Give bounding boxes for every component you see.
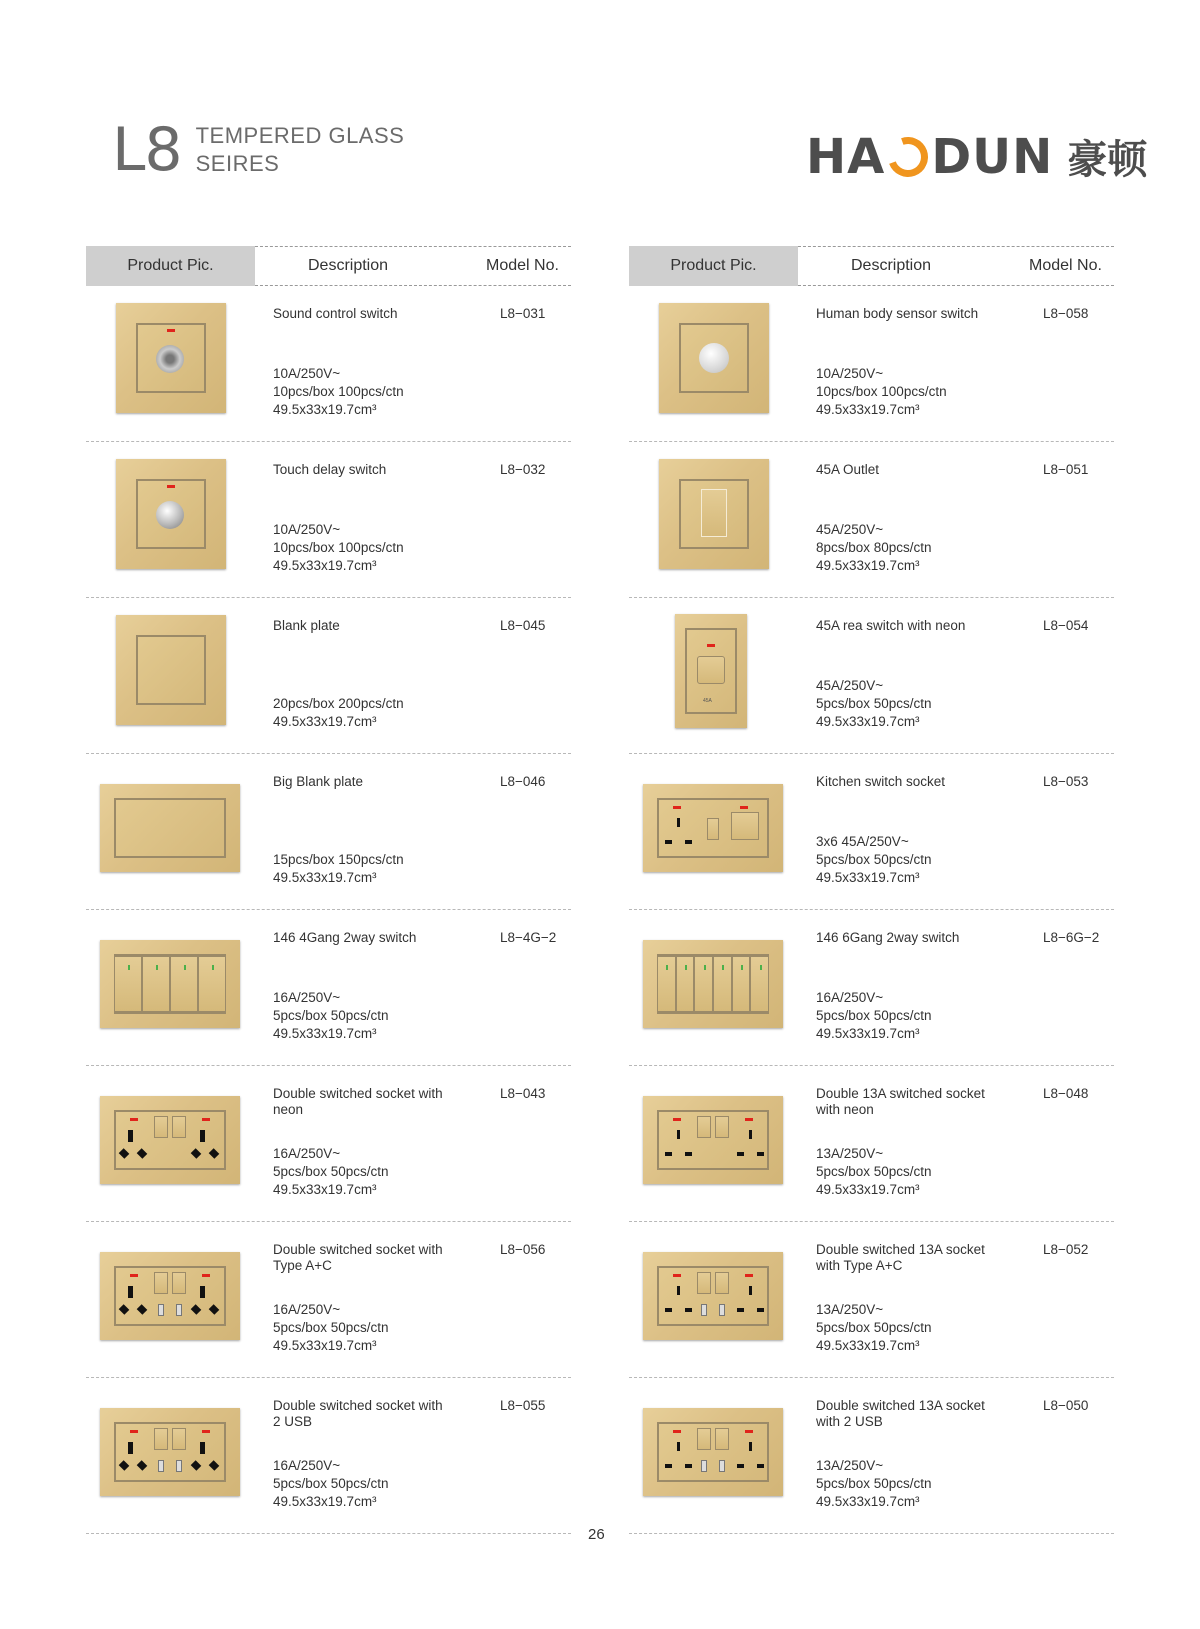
product-specs	[273, 1301, 389, 1355]
socket-pin	[665, 1152, 672, 1156]
neon-indicator	[673, 1118, 681, 1121]
socket-pin	[737, 1152, 744, 1156]
sound-switch-icon	[116, 303, 226, 413]
product-table-right	[629, 246, 1114, 1534]
model-number: L8−050	[1043, 1398, 1089, 1413]
spec-line: 49.5x33x19.7cm³	[816, 714, 920, 729]
rocker-switch	[713, 956, 732, 1012]
product-row	[629, 442, 1114, 598]
sensor-lens	[699, 343, 729, 373]
big-blank-plate-icon	[100, 784, 240, 872]
led-indicator	[184, 965, 186, 970]
model-number: L8−052	[1043, 1242, 1089, 1257]
spec-line: 49.5x33x19.7cm³	[273, 1338, 377, 1353]
product-specs	[816, 989, 932, 1043]
product-specs	[816, 833, 932, 887]
socket-pin	[749, 1286, 752, 1295]
spec-line: 49.5x33x19.7cm³	[816, 1494, 920, 1509]
header-model-no: Model No.	[486, 257, 559, 274]
product-row	[86, 286, 571, 442]
socket-pin	[128, 1130, 133, 1142]
brand-text-left: HA	[806, 128, 886, 185]
socket-pin	[749, 1442, 752, 1451]
double-socket-icon	[100, 1096, 240, 1184]
touch-switch-icon	[116, 459, 226, 569]
product-specs	[816, 1301, 932, 1355]
spec-line: 5pcs/box 50pcs/ctn	[273, 1320, 389, 1335]
neon-indicator	[673, 1430, 681, 1433]
led-indicator	[666, 965, 668, 970]
product-description: Kitchen switch socket	[816, 774, 946, 789]
uk-double-socket-usb-icon	[643, 1252, 783, 1340]
neon-indicator	[167, 485, 175, 488]
product-specs	[273, 1145, 389, 1199]
socket-pin	[737, 1308, 744, 1312]
series-line-2: SEIRES	[195, 151, 280, 176]
socket-pin	[200, 1442, 205, 1454]
product-specs	[273, 1457, 389, 1511]
rocker-switch	[114, 956, 142, 1012]
spec-line: 16A/250V~	[273, 1458, 341, 1473]
socket-pin	[665, 840, 672, 844]
rocker-switch	[707, 818, 719, 840]
rocker-switch	[154, 1116, 168, 1138]
product-row	[629, 1222, 1114, 1378]
plate-frame	[114, 798, 226, 858]
blank-plate-icon	[116, 615, 226, 725]
socket-pin	[757, 1464, 764, 1468]
socket-pin	[685, 1464, 692, 1468]
model-number: L8−051	[1043, 462, 1089, 477]
brand-chinese: 豪顿	[1067, 137, 1148, 183]
socket-pin	[737, 1464, 744, 1468]
socket-pin	[685, 840, 692, 844]
product-specs	[816, 1145, 932, 1199]
spec-line: 10A/250V~	[816, 366, 884, 381]
product-row	[86, 1378, 571, 1534]
socket-pin	[757, 1152, 764, 1156]
header-description: Description	[308, 257, 389, 274]
rocker-switch	[697, 1428, 711, 1450]
spec-line: 5pcs/box 50pcs/ctn	[816, 696, 932, 711]
rocker-switch	[676, 956, 695, 1012]
model-number: L8−054	[1043, 618, 1089, 633]
product-row	[629, 598, 1114, 754]
spec-line: 49.5x33x19.7cm³	[816, 1338, 920, 1353]
spec-line: 49.5x33x19.7cm³	[816, 1026, 920, 1041]
rocker-switch	[697, 1116, 711, 1138]
spec-line: 10A/250V~	[273, 366, 341, 381]
usb-port	[701, 1304, 707, 1316]
touch-button	[156, 501, 184, 529]
rocker-switch	[154, 1428, 168, 1450]
spec-line: 16A/250V~	[273, 1302, 341, 1317]
product-description: Sound control switch	[273, 306, 398, 321]
header-product-pic: Product Pic.	[629, 246, 798, 286]
product-row	[86, 1222, 571, 1378]
double-socket-usb-icon	[100, 1408, 240, 1496]
product-description: Big Blank plate	[273, 774, 364, 789]
spec-line: 49.5x33x19.7cm³	[273, 714, 377, 729]
cooker-switch	[731, 812, 759, 840]
led-indicator	[685, 965, 687, 970]
series-code: L8	[112, 115, 182, 185]
product-specs	[273, 851, 404, 887]
model-number: L8−4G−2	[500, 930, 557, 945]
led-indicator	[760, 965, 762, 970]
product-description: 45A rea switch with neon	[816, 618, 966, 633]
socket-pin	[677, 1130, 680, 1139]
led-indicator	[156, 965, 158, 970]
double-socket-usb-icon	[100, 1252, 240, 1340]
rocker-switch	[697, 1272, 711, 1294]
rocker-switch	[172, 1116, 186, 1138]
spec-line: 15pcs/box 150pcs/ctn	[273, 852, 404, 867]
product-row	[629, 754, 1114, 910]
outlet-switch	[701, 489, 727, 537]
spec-line: 49.5x33x19.7cm³	[273, 1026, 377, 1041]
series-subtitle	[196, 122, 405, 178]
neon-indicator	[130, 1274, 138, 1277]
neon-indicator	[673, 806, 681, 809]
spec-line: 20pcs/box 200pcs/ctn	[273, 696, 404, 711]
rocker-switch	[172, 1272, 186, 1294]
product-specs	[273, 989, 389, 1043]
product-specs	[816, 365, 947, 419]
spec-line: 16A/250V~	[273, 1146, 341, 1161]
spec-line: 49.5x33x19.7cm³	[816, 870, 920, 885]
spec-line: 45A/250V~	[816, 678, 884, 693]
neon-indicator	[740, 806, 748, 809]
socket-pin	[665, 1308, 672, 1312]
model-number: L8−043	[500, 1086, 546, 1101]
header-model-no: Model No.	[1029, 257, 1102, 274]
product-row	[629, 1378, 1114, 1534]
rocker-switch	[198, 956, 226, 1012]
neon-indicator	[745, 1430, 753, 1433]
outlet-icon	[659, 459, 769, 569]
spec-line: 16A/250V~	[816, 990, 884, 1005]
model-number: L8−055	[500, 1398, 546, 1413]
product-description: Double switched 13A socket with Type A+C	[816, 1242, 985, 1273]
rocker-switch	[657, 956, 676, 1012]
rocker-switch	[750, 956, 769, 1012]
led-indicator	[212, 965, 214, 970]
spec-line: 10pcs/box 100pcs/ctn	[816, 384, 947, 399]
neon-indicator	[707, 644, 715, 647]
product-row	[86, 1066, 571, 1222]
neon-indicator	[745, 1274, 753, 1277]
brand-o-icon	[882, 130, 935, 183]
led-indicator	[128, 965, 130, 970]
spec-line: 5pcs/box 50pcs/ctn	[816, 1320, 932, 1335]
model-number: L8−046	[500, 774, 546, 789]
usb-port	[719, 1460, 725, 1472]
usb-port	[176, 1460, 182, 1472]
usb-port	[701, 1460, 707, 1472]
product-row	[629, 910, 1114, 1066]
spec-line: 5pcs/box 50pcs/ctn	[816, 1008, 932, 1023]
spec-line: 49.5x33x19.7cm³	[816, 402, 920, 417]
header-description: Description	[851, 257, 932, 274]
led-indicator	[704, 965, 706, 970]
product-description: 146 4Gang 2way switch	[273, 930, 417, 945]
neon-indicator	[745, 1118, 753, 1121]
socket-pin	[128, 1286, 133, 1298]
neon-indicator	[167, 329, 175, 332]
model-number: L8−053	[1043, 774, 1089, 789]
led-indicator	[741, 965, 743, 970]
model-number: L8−058	[1043, 306, 1089, 321]
rocker-switch	[715, 1272, 729, 1294]
45a-switch-icon	[675, 614, 747, 728]
socket-pin	[685, 1152, 692, 1156]
model-number: L8−056	[500, 1242, 546, 1257]
spec-line: 8pcs/box 80pcs/ctn	[816, 540, 932, 555]
spec-line: 49.5x33x19.7cm³	[273, 870, 377, 885]
socket-pin	[200, 1286, 205, 1298]
socket-pin	[677, 818, 680, 827]
product-description: Human body sensor switch	[816, 306, 979, 321]
socket-pin	[757, 1308, 764, 1312]
table-header	[629, 246, 1114, 286]
series-line-1: TEMPERED GLASS	[195, 123, 405, 148]
product-description: 146 6Gang 2way switch	[816, 930, 960, 945]
product-row	[86, 442, 571, 598]
socket-pin	[749, 1130, 752, 1139]
plate-label: 45A	[703, 698, 712, 704]
socket-pin	[677, 1442, 680, 1451]
rocker-switch	[715, 1116, 729, 1138]
spec-line: 10pcs/box 100pcs/ctn	[273, 384, 404, 399]
usb-port	[719, 1304, 725, 1316]
spec-line: 10A/250V~	[273, 522, 341, 537]
rocker-switch	[697, 656, 725, 684]
plate-frame	[136, 635, 206, 705]
product-description: Touch delay switch	[273, 462, 387, 477]
model-number: L8−045	[500, 618, 546, 633]
product-row	[629, 1066, 1114, 1222]
product-description: Double switched socket with Type A+C	[273, 1242, 443, 1273]
uk-double-socket-icon	[643, 1096, 783, 1184]
rocker-switch	[154, 1272, 168, 1294]
rocker-switch	[715, 1428, 729, 1450]
spec-line: 49.5x33x19.7cm³	[816, 1182, 920, 1197]
spec-line: 49.5x33x19.7cm³	[273, 1182, 377, 1197]
neon-indicator	[202, 1274, 210, 1277]
socket-pin	[677, 1286, 680, 1295]
rocker-switch	[732, 956, 751, 1012]
product-row	[629, 286, 1114, 442]
kitchen-socket-icon	[643, 784, 783, 872]
spec-line: 10pcs/box 100pcs/ctn	[273, 540, 404, 555]
product-specs	[273, 695, 404, 731]
product-description: Double 13A switched socket with neon	[816, 1086, 985, 1117]
socket-pin	[128, 1442, 133, 1454]
brand-logo	[806, 128, 1147, 185]
product-row	[86, 754, 571, 910]
spec-line: 13A/250V~	[816, 1146, 884, 1161]
neon-indicator	[130, 1430, 138, 1433]
product-specs	[273, 521, 404, 575]
spec-line: 49.5x33x19.7cm³	[273, 402, 377, 417]
spec-line: 45A/250V~	[816, 522, 884, 537]
model-number: L8−048	[1043, 1086, 1089, 1101]
model-number: L8−032	[500, 462, 546, 477]
spec-line: 5pcs/box 50pcs/ctn	[273, 1476, 389, 1491]
usb-port	[158, 1460, 164, 1472]
product-description: Blank plate	[273, 618, 340, 633]
usb-port	[158, 1304, 164, 1316]
spec-line: 5pcs/box 50pcs/ctn	[816, 852, 932, 867]
brand-text-right: DUN	[931, 128, 1054, 185]
product-specs	[816, 677, 932, 731]
rocker-switch	[142, 956, 170, 1012]
product-specs	[816, 1457, 932, 1511]
product-row	[86, 598, 571, 754]
spec-line: 16A/250V~	[273, 990, 341, 1005]
rocker-switch	[172, 1428, 186, 1450]
spec-line: 49.5x33x19.7cm³	[816, 558, 920, 573]
spec-line: 13A/250V~	[816, 1458, 884, 1473]
header-product-pic: Product Pic.	[86, 246, 255, 286]
uk-double-socket-usb-icon	[643, 1408, 783, 1496]
page-number: 26	[588, 1526, 605, 1543]
product-description: Double switched 13A socket with 2 USB	[816, 1398, 985, 1429]
socket-pin	[685, 1308, 692, 1312]
sound-sensor	[156, 345, 184, 373]
socket-pin	[200, 1130, 205, 1142]
product-specs	[816, 521, 932, 575]
spec-line: 3x6 45A/250V~	[816, 834, 909, 849]
neon-indicator	[130, 1118, 138, 1121]
series-title	[112, 115, 405, 185]
neon-indicator	[202, 1430, 210, 1433]
rocker-switch	[694, 956, 713, 1012]
product-description: Double switched socket with neon	[273, 1086, 443, 1117]
neon-indicator	[673, 1274, 681, 1277]
model-number: L8−031	[500, 306, 546, 321]
four-gang-switch-icon	[100, 940, 240, 1028]
product-row	[86, 910, 571, 1066]
product-table-left	[86, 246, 571, 1534]
sensor-switch-icon	[659, 303, 769, 413]
product-specs	[273, 365, 404, 419]
socket-pin	[665, 1464, 672, 1468]
spec-line: 5pcs/box 50pcs/ctn	[816, 1164, 932, 1179]
rocker-switch	[170, 956, 198, 1012]
spec-line: 5pcs/box 50pcs/ctn	[816, 1476, 932, 1491]
product-description: Double switched socket with 2 USB	[273, 1398, 443, 1429]
led-indicator	[722, 965, 724, 970]
model-number: L8−6G−2	[1043, 930, 1100, 945]
table-header	[86, 246, 571, 286]
spec-line: 5pcs/box 50pcs/ctn	[273, 1164, 389, 1179]
usb-port	[176, 1304, 182, 1316]
neon-indicator	[202, 1118, 210, 1121]
product-description: 45A Outlet	[816, 462, 880, 477]
spec-line: 5pcs/box 50pcs/ctn	[273, 1008, 389, 1023]
six-gang-switch-icon	[643, 940, 783, 1028]
spec-line: 13A/250V~	[816, 1302, 884, 1317]
spec-line: 49.5x33x19.7cm³	[273, 1494, 377, 1509]
spec-line: 49.5x33x19.7cm³	[273, 558, 377, 573]
